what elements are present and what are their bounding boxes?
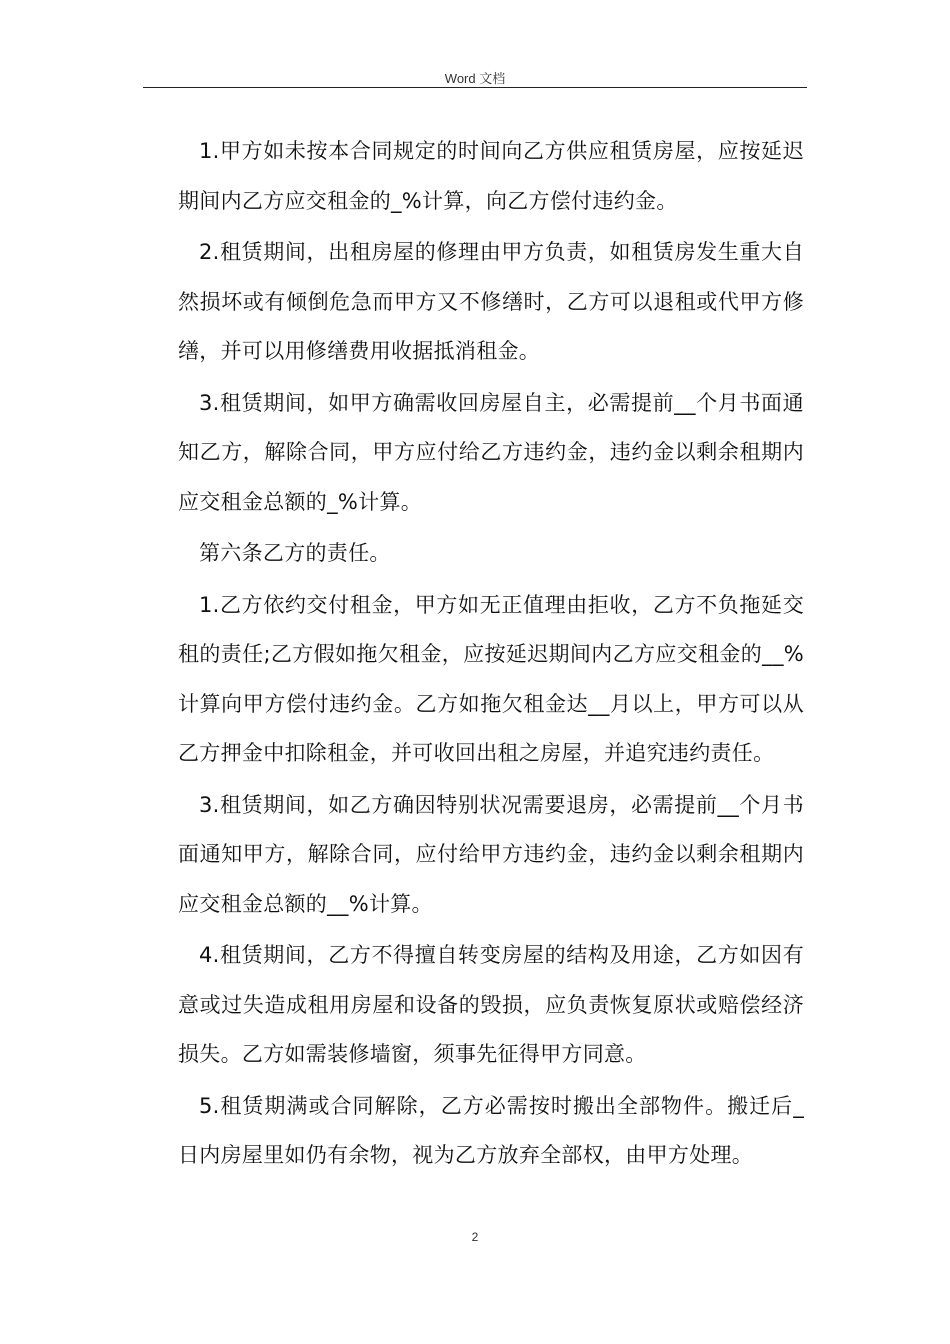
- paragraph: 1.乙方依约交付租金，甲方如无正值理由拒收，乙方不负拖延交租的责任;乙方假如拖欠租金，应按延迟期间内乙方应交租金的__%计算向甲方偿付违约金。乙方如拖欠租金达__月以上，甲方可以从乙方押金中扣除租金，并可收回出租之房屋，并追究违约责任。: [178, 592, 804, 765]
- paragraph: 4.租赁期间，乙方不得擅自转变房屋的结构及用途，乙方如因有意或过失造成租用房屋和设备的毁损，应负责恢复原状或赔偿经济损失。乙方如需装修墙窗，须事先征得甲方同意。: [178, 943, 804, 1066]
- header-divider: [143, 87, 807, 88]
- page-number: 2: [471, 1230, 479, 1244]
- paragraph: 3.租赁期间，如甲方确需收回房屋自主，必需提前__个月书面通知乙方，解除合同，甲方应付给乙方违约金，违约金以剩余租期内应交租金总额的_%计算。: [178, 390, 804, 514]
- paragraph: 2.租赁期间，出租房屋的修理由甲方负责，如租赁房发生重大自然损坏或有倾倒危急而甲方又不修缮时，乙方可以退租或代甲方修缮，并可以用修缮费用收据抵消租金。: [178, 240, 804, 363]
- header-title: Word 文档: [444, 71, 506, 86]
- section-heading: 第六条乙方的责任。: [199, 541, 391, 565]
- paragraph: 5.租赁期满或合同解除，乙方必需按时搬出全部物件。搬迁后_日内房屋里如仍有余物，视为乙方放弃全部权，由甲方处理。: [178, 1093, 804, 1167]
- paragraph: 1.甲方如未按本合同规定的时间向乙方供应租赁房屋，应按延迟期间内乙方应交租金的_%计算，向乙方偿付违约金。: [178, 139, 804, 213]
- document-body: [178, 127, 804, 1183]
- paragraph: 3.租赁期间，如乙方确因特别状况需要退房，必需提前__个月书面通知甲方，解除合同，应付给甲方违约金，违约金以剩余租期内应交租金总额的__%计算。: [178, 792, 804, 916]
